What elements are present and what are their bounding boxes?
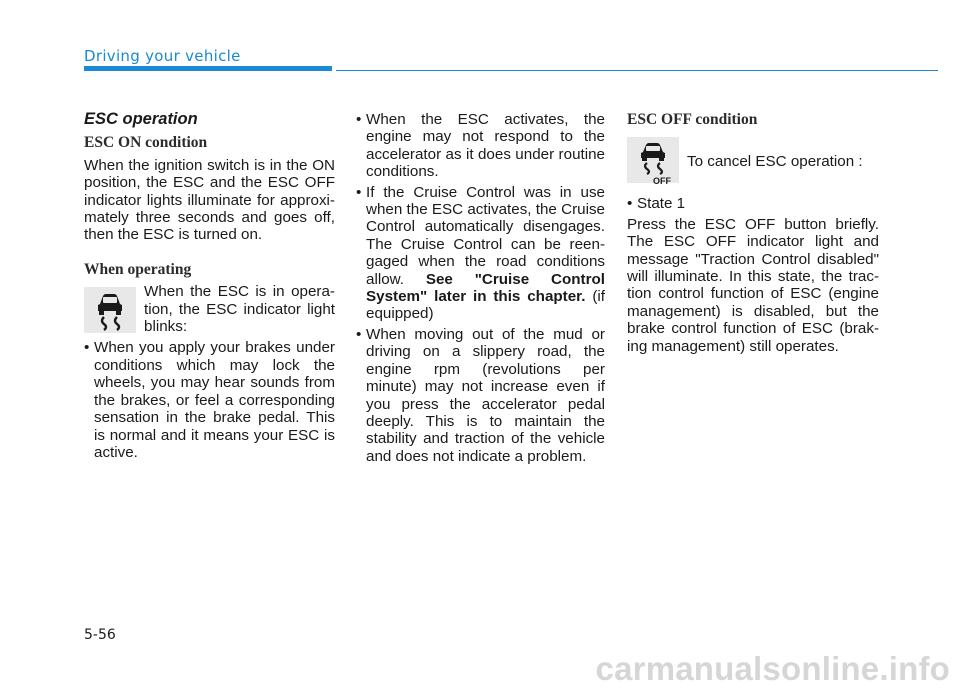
column-2: [356, 111, 605, 468]
cruise-ref-see: See ": [425, 270, 482, 288]
when-operating-heading: When operating: [84, 260, 192, 278]
list-item: • When moving out of the mud or driving on a slippery road, the engine rpm (revolutions per minute) may not increase even if you press the accelerator pedal deeply. This is to maintain the stability and traction of the vehicle and does not indicate a problem.: [356, 326, 605, 465]
esc-off-indicator-icon: [627, 137, 679, 187]
list-item-cruise-control: [356, 184, 605, 323]
esc-on-text: When the ignition switch is in the ON position, the ESC and the ESC OFF indicator lights illuminate for approxi-mately three seconds and goes off, then the ESC is turned on.: [84, 156, 335, 244]
cruise-control-text: If the Cruise Control was in use when the ESC activates, the Cruise Control automatically disengages. The Cruise Control can be reen-gaged when the road conditions allow.: [366, 183, 605, 288]
esc-on-heading: ESC ON condition: [84, 134, 208, 152]
esc-off-indicator-row: [627, 133, 879, 187]
section-title: ESC operation: [84, 110, 198, 128]
state-1-label: • State 1: [627, 195, 879, 212]
esc-off-icon-label: OFF: [653, 176, 671, 187]
list-item: • When the ESC activates, the engine may not respond to the accelerator as it does under routine conditions.: [356, 111, 605, 181]
when-operating-text: When the ESC is in opera-tion, the ESC indicator light blinks:: [144, 283, 335, 336]
esc-indicator-icon: [84, 287, 136, 333]
esc-indicator-row: [84, 283, 335, 335]
cruise-ref-later: " later in this chapter.: [420, 288, 586, 306]
header-title: Driving your vehicle: [84, 47, 241, 65]
header-rule-thin: [336, 70, 938, 71]
page-number: 5-56: [84, 627, 116, 643]
column-1: [84, 111, 335, 464]
cancel-esc-text: To cancel ESC operation :: [687, 153, 863, 171]
cruise-ref-title: Cruise Control System: [366, 270, 605, 306]
watermark: carmanualsonline.info: [595, 650, 950, 687]
esc-off-heading: ESC OFF condition: [627, 111, 758, 128]
column-3: [627, 111, 879, 355]
header-rule-thick: [84, 66, 332, 71]
cruise-ref-equipped: (if equipped): [366, 288, 605, 323]
state-1-text: Press the ESC OFF button briefly. The ESC OFF indicator light and message "Traction Control disabled" will illuminate. In this state, the trac-tion control function of ESC (engine management) is disabled, but the brake control function of ESC (brak-ing management) still operates.: [627, 215, 879, 355]
list-item: • When you apply your brakes under conditions which may lock the wheels, you may hear sounds from the brakes, or feel a corresponding sensation in the brake pedal. This is normal and it means your ESC is active.: [84, 339, 335, 461]
